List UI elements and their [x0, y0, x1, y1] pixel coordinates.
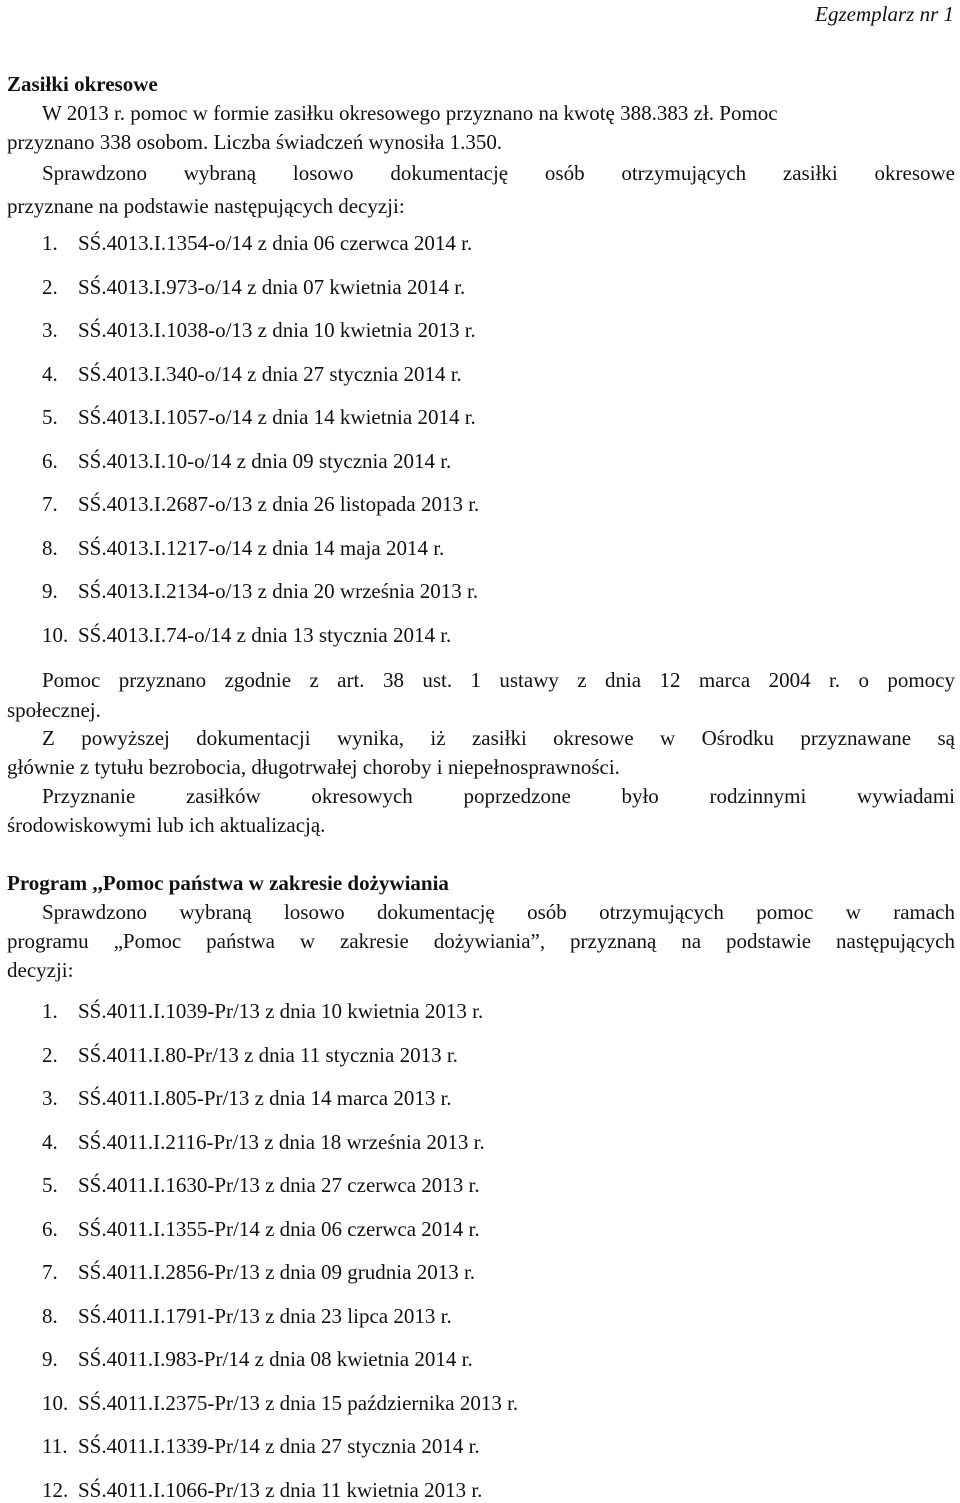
list-item-text: SŚ.4011.I.805-Pr/13 z dnia 14 marca 2013 r. [78, 1086, 452, 1110]
list-item-text: SŚ.4013.I.10-o/14 z dnia 09 stycznia 2014 r. [78, 448, 452, 473]
list-item [42, 230, 472, 256]
list-item-number: 11. [42, 1434, 68, 1458]
list-item-number: 9. [42, 1347, 58, 1371]
program-intro-line: programu „Pomoc państwa w zakresie dożywiania”, przyznaną na podstawie następujących [7, 929, 955, 953]
list-item-number: 8. [42, 535, 58, 560]
list-item-number: 8. [42, 1303, 58, 1328]
list-item-number: 10. [42, 1390, 69, 1415]
list-item-text: SŚ.4011.I.1039-Pr/13 z dnia 10 kwietnia 2013 r. [78, 999, 484, 1023]
legal-basis-line: społecznej. [7, 698, 101, 722]
list-item [42, 1216, 480, 1242]
list-item-text: SŚ.4013.I.2134-o/13 z dnia 20 września 2013 r. [78, 579, 479, 603]
list-item [42, 1042, 458, 1068]
checked-line: Sprawdzono wybraną losowo dokumentację osób otrzymujących zasiłki okresowe [42, 161, 955, 185]
list-item [42, 491, 479, 517]
list-item [42, 274, 465, 300]
list-item-text: SŚ.4011.I.1355-Pr/14 z dnia 06 czerwca 2014 r. [78, 1216, 480, 1241]
list-item-number: 5. [42, 1173, 58, 1197]
finding-line: głównie z tytułu bezrobocia, długotrwałej choroby i niepełnosprawności. [7, 755, 620, 779]
list-item-text: SŚ.4013.I.1038-o/13 z dnia 10 kwietnia 2013 r. [78, 318, 476, 342]
section-title-periodic-benefits: Zasiłki okresowe [7, 72, 158, 96]
finding-line: Z powyższej dokumentacji wynika, iż zasiłki okresowe w Ośrodku przyznawane są [42, 726, 955, 750]
list-item-text: SŚ.4013.I.1217-o/14 z dnia 14 maja 2014 r. [78, 535, 445, 560]
list-item-number: 5. [42, 405, 58, 429]
list-item [42, 1085, 452, 1111]
list-item-number: 2. [42, 274, 58, 299]
list-item-number: 1. [42, 999, 58, 1023]
list-item [42, 1259, 475, 1285]
list-item-number: 7. [42, 1260, 58, 1284]
list-item-number: 9. [42, 579, 58, 603]
list-item-number: 6. [42, 1216, 58, 1241]
list-item-text: SŚ.4011.I.2856-Pr/13 z dnia 09 grudnia 2013 r. [78, 1260, 476, 1284]
list-item [42, 1346, 473, 1372]
list-item-number: 10. [42, 622, 69, 647]
list-item-number: 4. [42, 1129, 58, 1154]
list-item-text: SŚ.4013.I.74-o/14 z dnia 13 stycznia 2014 r. [78, 622, 452, 647]
list-item-number: 6. [42, 448, 58, 473]
list-item-text: SŚ.4013.I.1354-o/14 z dnia 06 czerwca 2014 r. [78, 231, 473, 255]
list-item-number: 4. [42, 361, 58, 386]
list-item [42, 361, 462, 387]
list-item-text: SŚ.4011.I.2116-Pr/13 z dnia 18 września 2013 r. [78, 1129, 485, 1154]
list-item-text: SŚ.4011.I.1339-Pr/14 z dnia 27 stycznia 2014 r. [78, 1434, 480, 1458]
list-item-number: 7. [42, 492, 58, 516]
interview-line: Przyznanie zasiłków okresowych poprzedzone było rodzinnymi wywiadami [42, 784, 955, 808]
list-item [42, 622, 451, 648]
section-title-feeding-program: Program ,,Pomoc państwa w zakresie dożywiania [7, 871, 449, 895]
intro-line: przyznano 338 osobom. Liczba świadczeń wynosiła 1.350. [7, 130, 503, 154]
list-item-number: 12. [42, 1477, 69, 1502]
copy-number-mark: Egzemplarz nr 1 [815, 2, 954, 26]
program-intro-line: Sprawdzono wybraną losowo dokumentację osób otrzymujących pomoc w ramach [42, 900, 955, 924]
list-item-text: SŚ.4011.I.2375-Pr/13 z dnia 15 października 2013 r. [78, 1390, 519, 1415]
list-item [42, 1172, 480, 1198]
list-item-text: SŚ.4013.I.1057-o/14 z dnia 14 kwietnia 2014 r. [78, 405, 476, 429]
list-item [42, 578, 478, 604]
list-item-text: SŚ.4013.I.2687-o/13 z dnia 26 listopada 2013 r. [78, 492, 480, 516]
list-item-text: SŚ.4013.I.973-o/14 z dnia 07 kwietnia 2014 r. [78, 274, 466, 299]
list-item-text: SŚ.4011.I.80-Pr/13 z dnia 11 stycznia 2013 r. [78, 1042, 458, 1067]
interview-line: środowiskowymi lub ich aktualizacją. [7, 813, 326, 837]
list-item [42, 404, 476, 430]
list-item-text: SŚ.4011.I.983-Pr/14 z dnia 08 kwietnia 2014 r. [78, 1347, 473, 1371]
list-item [42, 998, 483, 1024]
list-item [42, 1303, 452, 1329]
list-item-number: 1. [42, 231, 58, 255]
list-item-text: SŚ.4011.I.1066-Pr/13 z dnia 11 kwietnia 2013 r. [78, 1477, 483, 1502]
list-item-number: 3. [42, 318, 58, 342]
list-item [42, 1129, 485, 1155]
checked-line: przyznane na podstawie następujących decyzji: [7, 194, 405, 218]
list-item-text: SŚ.4011.I.1630-Pr/13 z dnia 27 czerwca 2013 r. [78, 1173, 480, 1197]
list-item [42, 1433, 480, 1459]
list-item [42, 317, 476, 343]
list-item-number: 3. [42, 1086, 58, 1110]
list-item [42, 535, 444, 561]
list-item-text: SŚ.4011.I.1791-Pr/13 z dnia 23 lipca 2013 r. [78, 1303, 452, 1328]
list-item-number: 2. [42, 1042, 58, 1067]
list-item [42, 1390, 518, 1416]
intro-line: W 2013 r. pomoc w formie zasiłku okresowego przyznano na kwotę 388.383 zł. Pomoc [42, 101, 778, 125]
list-item-text: SŚ.4013.I.340-o/14 z dnia 27 stycznia 2014 r. [78, 361, 462, 386]
list-item [42, 1477, 482, 1503]
legal-basis-line: Pomoc przyznano zgodnie z art. 38 ust. 1 ustawy z dnia 12 marca 2004 r. o pomocy [42, 668, 955, 692]
program-intro-line: decyzji: [7, 958, 74, 982]
list-item [42, 448, 451, 474]
